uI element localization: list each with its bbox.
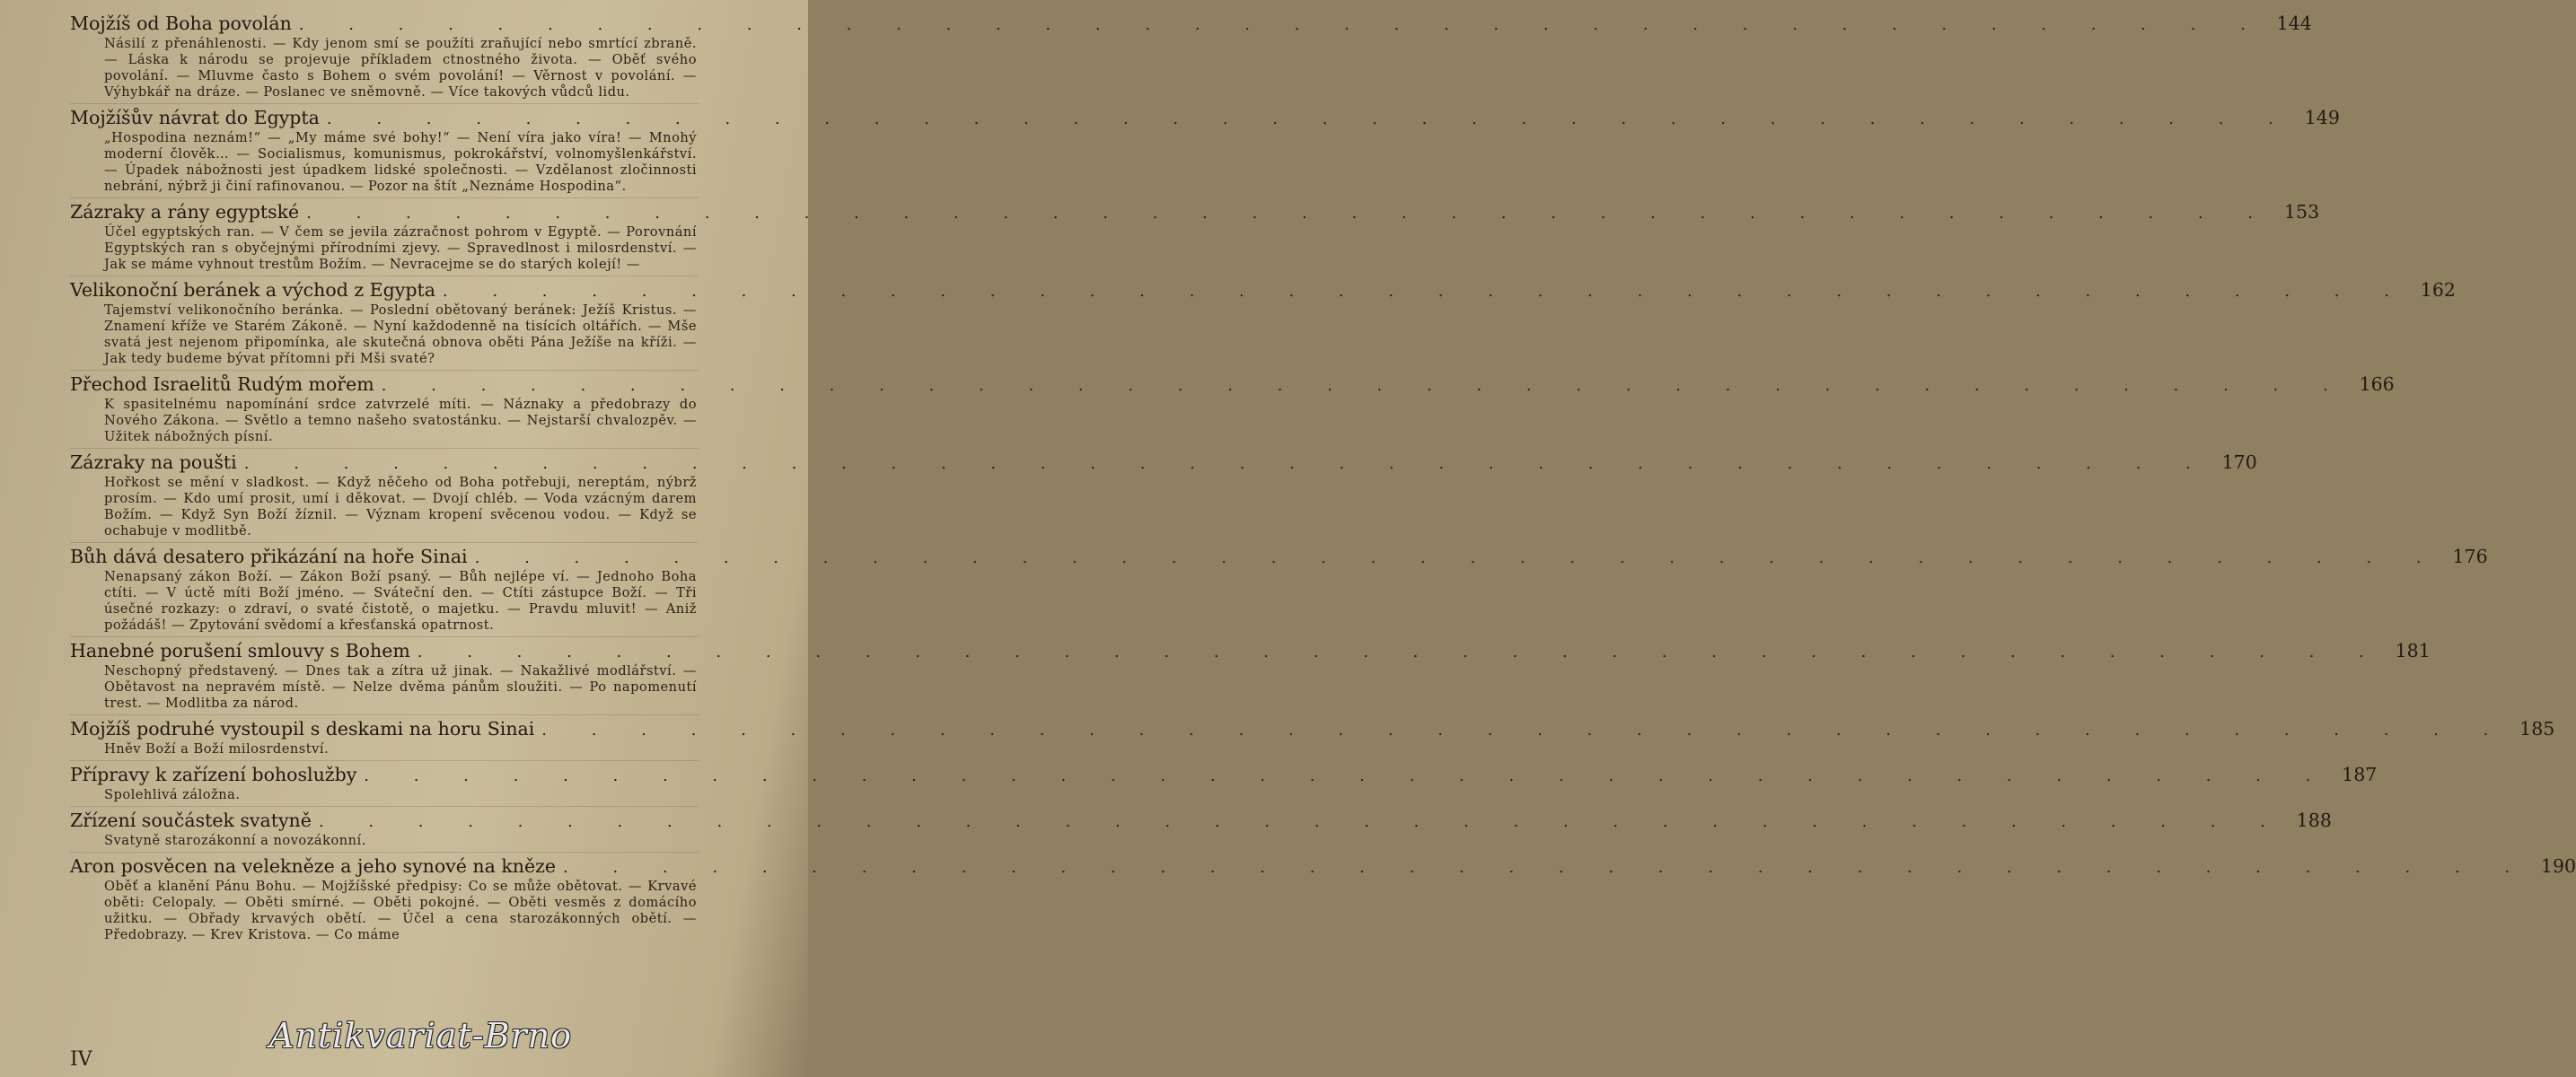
entry-description: Oběť a klanění Pánu Bohu. — Mojžíšské předpisy: Co se může obětovat. — Krvavé oběti: Celopaly. — Oběti smírné. — Oběti pokojné. — Oběti vesměs z domácího užitku. — Obřady krvavých obětí. — Účel a cena starozákonných obětí. — Předobrazy. — Krev Kristova. — Co máme	[104, 879, 697, 942]
entry-description: Hněv Boží a Boží milosrdenství.	[104, 741, 330, 757]
page-number: 170	[2221, 451, 2257, 473]
toc-entry	[70, 852, 2576, 943]
toc-entry	[70, 276, 2456, 367]
entry-description: Spolehlivá záložna.	[104, 787, 241, 802]
entry-description: Hořkost se mění v sladkost. — Když něčeho od Boha potřebuji, nereptám, nýbrž prosím. — Kdo umí prosit, umí i děkovat. — Dvojí chléb. — Voda vzácným darem Božím. — Když Syn Boží žíznil. — Význam kropení svěcenou vodou. — Když se ochabuje v modlitbě.	[104, 475, 697, 538]
entry-title: Mojžíšův návrat do Egypta	[70, 107, 320, 128]
page-number: 144	[2276, 13, 2312, 34]
toc-entry	[70, 197, 2320, 273]
entry-title: Přípravy k zařízení bohoslužby	[70, 764, 357, 785]
toc-entry	[70, 448, 2257, 539]
toc-entry	[70, 806, 2332, 849]
toc-entry	[70, 760, 2378, 803]
dot-leader: . . . . . . . . . . . . . . . . . . . . . . . . . . . . . . . . . . . . . . . .	[364, 766, 2331, 785]
toc-entry	[70, 714, 2555, 757]
page-number: 162	[2420, 279, 2456, 301]
entry-title: Aron posvěcen na velekněze a jeho synové na kněze	[70, 855, 557, 877]
dot-leader: . . . . . . . . . . . . . . . . . . . . . . . . . . . . . . . . . . . . . . . .	[417, 643, 2384, 661]
page-number: 153	[2284, 201, 2320, 223]
entry-description: Tajemství velikonočního beránka. — Poslední obětovaný beránek: Ježíš Kristus. — Znamení kříže ve Starém Zákoně. — Nyní každodenně na tisících oltářích. — Mše svatá jest nejenom připomínka, ale skutečná obnova oběti Pána Ježíše na kříži. — Jak tedy budeme bývat přítomni při Mši svaté?	[104, 302, 697, 366]
dot-leader: . . . . . . . . . . . . . . . . . . . . . . . . . . . . . . . . . . . . . . . .	[318, 812, 2285, 831]
entry-title: Zázraky na poušti	[70, 451, 237, 473]
toc-entry	[70, 370, 2395, 445]
entry-title: Přechod Israelitů Rudým mořem	[70, 373, 374, 395]
entry-title: Bůh dává desatero přikázání na hoře Sinai	[70, 546, 468, 567]
entry-description: Svatyně starozákonní a novozákonní.	[104, 833, 366, 848]
table-of-contents	[70, 13, 2576, 946]
dot-leader: . . . . . . . . . . . . . . . . . . . . . . . . . . . . . . . . . . . . . . . .	[326, 109, 2293, 128]
dot-leader: . . . . . . . . . . . . . . . . . . . . . . . . . . . . . . . . . . . . . . . .	[243, 454, 2211, 473]
dot-leader: . . . . . . . . . . . . . . . . . . . . . . . . . . . . . . . . . . . . . . . .	[541, 721, 2509, 740]
toc-entry	[70, 636, 2431, 712]
dot-leader: . . . . . . . . . . . . . . . . . . . . . . . . . . . . . . . . . . . . . . . .	[381, 376, 2348, 395]
toc-entry	[70, 13, 2312, 101]
dot-leader: . . . . . . . . . . . . . . . . . . . . . . . . . . . . . . . . . . . . . . . .	[298, 15, 2265, 34]
entry-description: Nenapsaný zákon Boží. — Zákon Boží psaný. — Bůh nejlépe ví. — Jednoho Boha ctíti. — V úctě míti Boží jméno. — Sváteční den. — Ctíti zástupce Boží. — Tři úsečné rozkazy: o zdraví, o svaté čistotě, o majetku. — Pravdu mluvit! — Aniž požádáš! — Zpytování svědomí a křesťanská opatrnost.	[104, 569, 697, 633]
entry-description: Násilí z přenáhlenosti. — Kdy jenom smí se použíti zraňující nebo smrtící zbraně. — Láska k národu se projevuje příkladem ctnostného života. — Oběť svého povolání. — Mluvme často s Bohem o svém povolání! — Věrnost v povolání. — Výhybkář na dráze. — Poslanec ve sněmovně. — Více takových vůdců lidu.	[104, 36, 697, 100]
entry-title: Zřízení součástek svatyně	[70, 810, 312, 831]
dot-leader: . . . . . . . . . . . . . . . . . . . . . . . . . . . . . . . . . . . . . . . .	[563, 858, 2530, 877]
entry-description: „Hospodina neznám!“ — „My máme své bohy!“ — Není víra jako víra! — Mnohý moderní člověk… — Socialismus, komunismus, pokrokářství, volnomyšlenkářství. — Úpadek nábožnosti jest úpadkem lidské společnosti. — Vzdělanost zločinnosti nebrání, nýbrž ji činí rafinovanou. — Pozor na štít „Neznáme Hospodina“.	[104, 130, 697, 194]
watermark: Antikvariat-Brno	[269, 1016, 573, 1055]
page-label: IV	[70, 1048, 92, 1071]
page-number: 166	[2359, 373, 2395, 395]
entry-description: K spasitelnému napomínání srdce zatvrzelé míti. — Náznaky a předobrazy do Nového Zákona. — Světlo a temno našeho svatostánku. — Nejstarší chvalozpěv. — Užitek nábožných písní.	[104, 397, 697, 444]
entry-title: Zázraky a rány egyptské	[70, 201, 300, 223]
entry-title: Mojžíš podruhé vystoupil s deskami na horu Sinai	[70, 718, 535, 740]
page-number: 149	[2304, 107, 2340, 128]
entry-description: Účel egyptských ran. — V čem se jevila zázračnost pohrom v Egyptě. — Porovnání Egyptských ran s obyčejnými přírodními zjevy. — Spravedlnost i milosrdenství. — Jak se máme vyhnout trestům Božím. — Nevracejme se do starých kolejí! —	[104, 224, 697, 272]
page-number: 176	[2452, 546, 2488, 567]
dot-leader: . . . . . . . . . . . . . . . . . . . . . . . . . . . . . . . . . . . . . . . .	[442, 282, 2409, 301]
entry-title: Mojžíš od Boha povolán	[70, 13, 292, 34]
entry-title: Velikonoční beránek a východ z Egypta	[70, 279, 435, 301]
toc-entry	[70, 103, 2340, 195]
dot-leader: . . . . . . . . . . . . . . . . . . . . . . . . . . . . . . . . . . . . . . . .	[474, 548, 2441, 567]
toc-entry	[70, 542, 2488, 634]
page-number: 188	[2296, 810, 2332, 831]
page-number: 187	[2342, 764, 2378, 785]
dot-leader: . . . . . . . . . . . . . . . . . . . . . . . . . . . . . . . . . . . . . . . .	[306, 204, 2273, 223]
page-number: 181	[2395, 640, 2431, 661]
page-number: 190	[2540, 855, 2576, 877]
entry-description: Neschopný představený. — Dnes tak a zítra už jinak. — Nakažlivé modlářství. — Obětavost na nepravém místě. — Nelze dvěma pánům sloužiti. — Po napomenutí trest. — Modlitba za národ.	[104, 663, 697, 711]
entry-title: Hanebné porušení smlouvy s Bohem	[70, 640, 410, 661]
page-number: 185	[2519, 718, 2555, 740]
